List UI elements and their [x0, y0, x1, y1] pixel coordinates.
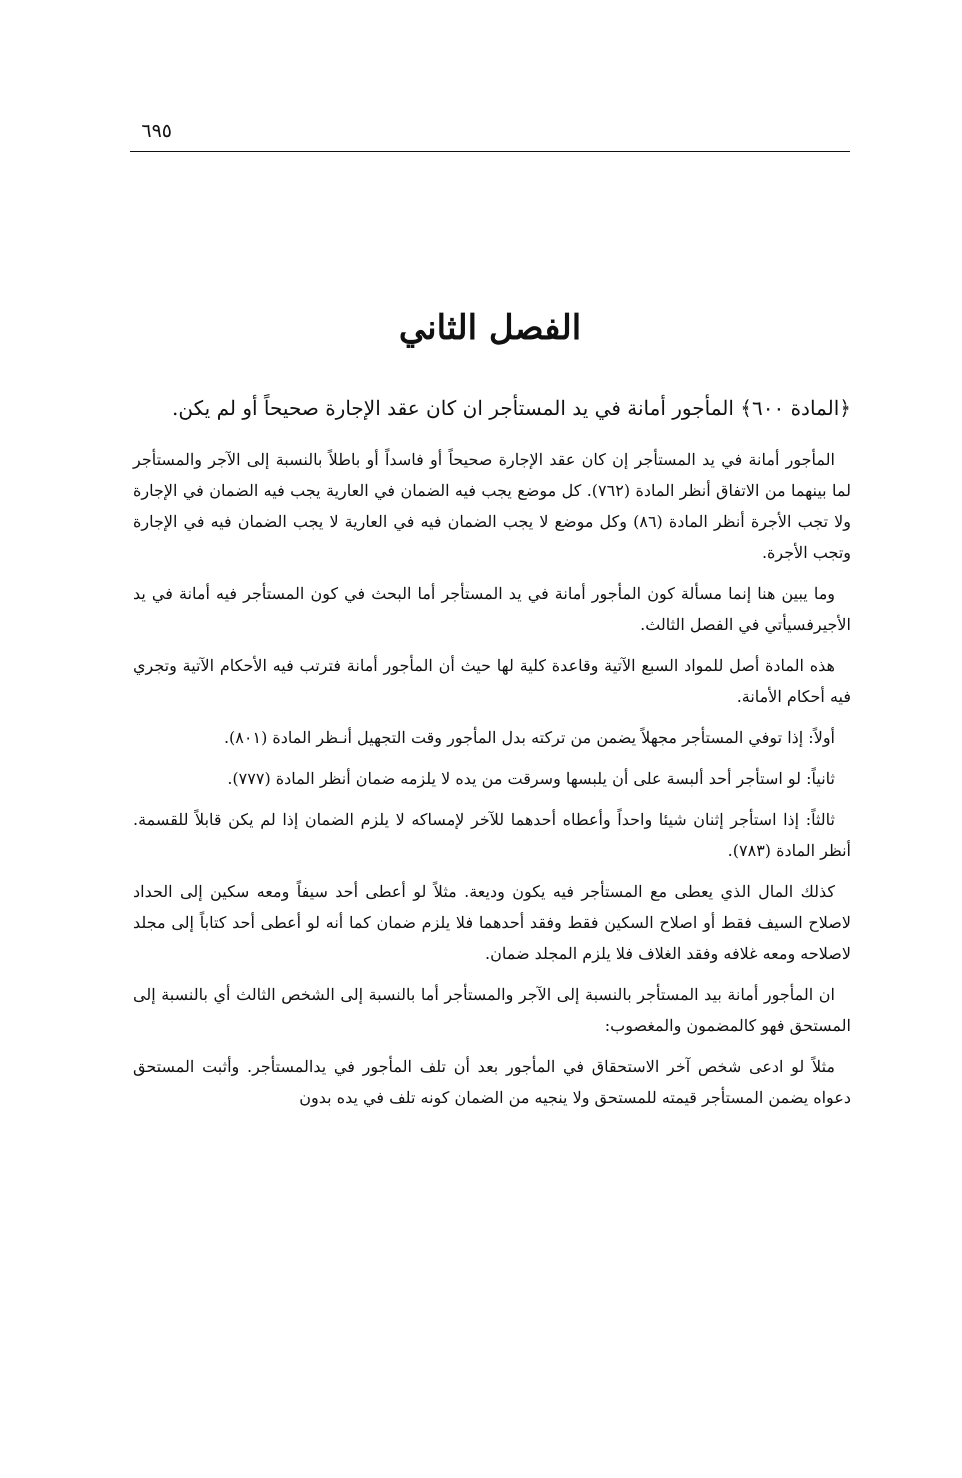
header-rule [130, 151, 850, 152]
page-number: ٦٩٥ [141, 120, 172, 142]
paragraph-6: ثالثاً: إذا استأجر إثنان شيئا واحداً وأعطاه أحدهما للآخر لإمساكه لا يلزم الضمان إذا لم يكن قابلاً للقسمة. أنظر المادة (٧٨٣). [133, 810, 851, 860]
paragraph-7: كذلك المال الذي يعطى مع المستأجر فيه يكون وديعة. مثلاً لو أعطى أحد سيفاً ومعه سكين إلى الحداد لاصلاح السيف فقط أو اصلاح السكين فقط وفقد أحدهما فلا يلزم ضمان كما أنه لو أعطى أحد كتاباً إلى مجلد لاصلاحه ومعه غلافه وفقد الغلاف فلا يلزم المجلد ضمان. [133, 882, 851, 963]
paragraph-9: مثلاً لو ادعى شخص آخر الاستحقاق في المأجور بعد أن تلف المأجور في يدالمستأجر. وأثبت المستحق دعواه يضمن المستأجر قيمته للمستحق ولا ينجيه من الضمان كونه تلف في يده بدون [133, 1057, 851, 1107]
paragraph-3: هذه المادة أصل للمواد السبع الآتية وقاعدة كلية لها حيث أن المأجور أمانة فترتب فيه الأحكام الآتية وتجري فيه أحكام الأمانة. [133, 656, 851, 706]
paragraph-2: وما يبين هنا إنما مسألة كون المأجور أمانة في يد المستأجر أما البحث في كون المستأجر فيه أمانة في يد الأجيرفسيأتي في الفصل الثالث. [133, 584, 851, 634]
article-heading: ﴿المادة ٦٠٠﴾ المأجور أمانة في يد المستأجر ان كان عقد الإجارة صحيحاً أو لم يكن. [172, 396, 851, 420]
paragraph-1: المأجور أمانة في يد المستأجر إن كان عقد الإجارة صحيحاً أو فاسداً أو باطلاً بالنسبة إلى الآجر والمستأجر لما بينهما من الاتفاق أنظر المادة (٧٦٢). كل موضع يجب فيه الضمان في العارية يجب فيه الضمان في الإجارة ولا تجب الأجرة أنظر المادة (٨٦) وكل موضع لا يجب الضمان فيه في العارية لا يجب الضمان فيه في الإجارة وتجب الأجرة. [133, 450, 851, 562]
body-text [133, 384, 851, 1123]
paragraph-5: ثانياً: لو استأجر أحد ألبسة على أن يلبسها وسرقت من يده لا يلزمه ضمان أنظر المادة (٧٧٧). [227, 769, 835, 788]
paragraph-4: أولاً: إذا توفي المستأجر مجهلاً يضمن من تركته بدل المأجور وقت التجهيل أنـظر المادة (٨٠١). [223, 728, 835, 747]
paragraph-8: ان المأجور أمانة بيد المستأجر بالنسبة إلى الآجر والمستأجر أما بالنسبة إلى الشخص الثالث أي بالنسبة إلى المستحق فهو كالمضمون والمغصوب: [133, 985, 851, 1035]
chapter-title: الفصل الثاني [398, 308, 582, 348]
